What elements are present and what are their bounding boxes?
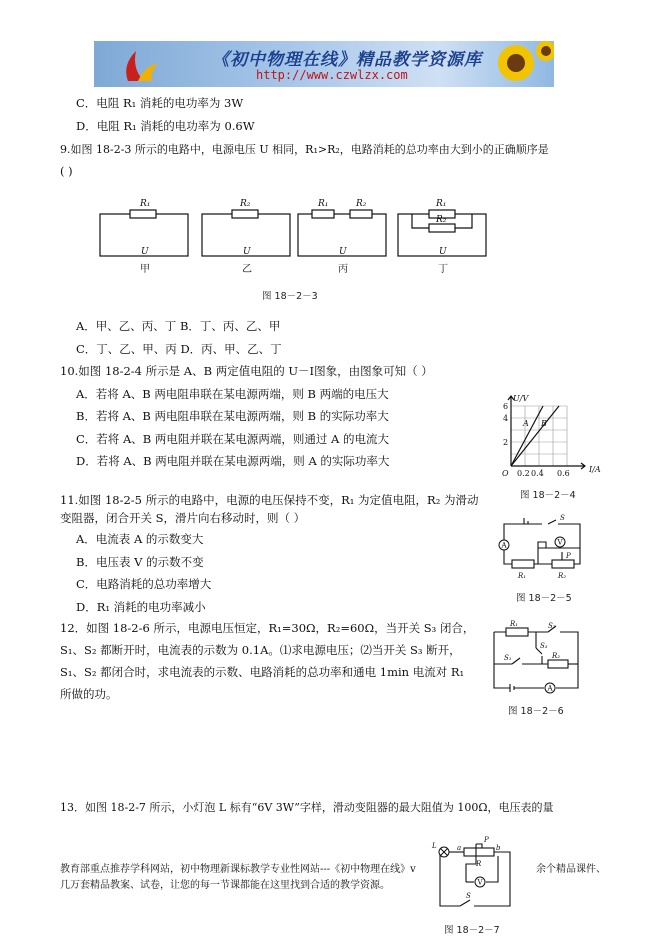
figure-18-2-5	[494, 512, 590, 582]
resistor-r2-yi	[232, 210, 258, 218]
ytick-6: 6	[503, 402, 509, 411]
label-p-fig7: P	[484, 836, 489, 844]
footer-line-1-tail: 余个精品课件、	[536, 864, 606, 875]
question-12-line4: 所做的功。	[60, 687, 118, 701]
sublabel-jia: 甲	[140, 264, 150, 275]
origin-label: O	[502, 469, 509, 478]
footer-line-2: 几万套精品教案、试卷，让您的每一节课都能在这里找到合适的教学资源。	[60, 880, 390, 891]
label-r1-jia: R₁	[140, 199, 151, 209]
label-s3-fig6: S₃	[540, 642, 548, 650]
banner-title: 《初中物理在线》精品教学资源库	[212, 50, 482, 70]
footer-line-1: 教育部重点推荐学科网站，初中物理新课标教学专业性网站---《初中物理在线》v	[60, 864, 416, 875]
line-b	[511, 406, 559, 466]
label-r1-ding: R₁	[436, 199, 447, 209]
figure-18-2-6	[490, 620, 586, 700]
question-12-line2: S₁、S₂ 都断开时，电流表的示数为 0.1A。⑴求电源电压；⑵当开关 S₃ 断开，	[60, 643, 461, 657]
xtick-0.4: 0.4	[531, 469, 544, 478]
banner-url: http://www.czwlzx.com	[256, 68, 408, 82]
question-9-blank: ( )	[60, 164, 73, 178]
sublabel-bing: 丙	[338, 264, 348, 275]
option-a-q10: A．若将 A、B 两电阻串联在某电源两端，则 B 两端的电压大	[76, 387, 389, 401]
label-line-a: A	[523, 419, 529, 428]
caption-18-2-4: 图 18－2－4	[520, 490, 576, 501]
label-u-yi: U	[243, 247, 251, 257]
question-12-line3: S₁、S₂ 都闭合时，求电流表的示数、电路消耗的总功率和通电 1min 电流对 R₁	[60, 665, 465, 679]
logo-icon	[114, 41, 174, 87]
label-r2-fig6: R₂	[552, 652, 561, 660]
question-13: 13．如图 18-2-7 所示，小灯泡 L 标有“6V 3W”字样，滑动变阻器的最大阻值为 100Ω，电压表的量	[60, 801, 554, 814]
label-s2-fig6: S₂	[548, 622, 556, 630]
sunflower-icon	[486, 41, 554, 87]
ammeter-label: A	[501, 541, 507, 550]
label-r2-ding: R₂	[436, 215, 447, 225]
axis-label-u: U/V	[513, 394, 529, 403]
option-c-q8: C．电阻 R₁ 消耗的电功率为 3W	[76, 96, 244, 110]
resistor-r2-ding	[429, 224, 455, 232]
label-r2-yi: R₂	[240, 199, 251, 209]
ammeter-label-fig6: A	[547, 684, 553, 693]
label-l-fig7: L	[432, 842, 437, 850]
resistor-r2-bing	[350, 210, 372, 218]
voltmeter-label-fig7: V	[477, 878, 483, 887]
sublabel-yi: 乙	[242, 264, 252, 275]
resistor-r1-jia	[130, 210, 156, 218]
question-10: 10.如图 18-2-4 所示是 A、B 两定值电阻的 U－I图象，由图象可知（ ）	[60, 364, 433, 378]
label-a-fig7: a	[457, 844, 462, 852]
voltmeter-label: V	[557, 538, 563, 547]
label-u-ding: U	[439, 247, 447, 257]
label-r1-fig5: R₁	[518, 572, 527, 580]
question-11: 11.如图 18-2-5 所示的电路中，电源的电压保持不变，R₁ 为定值电阻，R₂ 为滑动	[60, 493, 479, 507]
option-a-q11: A．电流表 A 的示数变大	[76, 532, 204, 546]
option-b-q11: B．电压表 V 的示数不变	[76, 555, 204, 569]
label-b-fig7: b	[496, 844, 501, 852]
label-r1-fig6: R₁	[510, 620, 519, 628]
option-d-q8: D．电阻 R₁ 消耗的电功率为 0.6W	[76, 119, 255, 133]
label-r-fig7: R	[476, 860, 482, 868]
label-line-b: B	[541, 419, 547, 428]
switch-s-label: S	[560, 514, 565, 522]
sublabel-ding: 丁	[438, 264, 448, 275]
caption-18-2-5: 图 18－2－5	[516, 593, 572, 604]
caption-18-2-7: 图 18－2－7	[444, 925, 500, 936]
figure-18-2-7	[430, 836, 518, 918]
header-banner	[94, 41, 554, 87]
label-r2-bing: R₂	[356, 199, 367, 209]
caption-18-2-6: 图 18－2－6	[508, 706, 564, 717]
xtick-0.6: 0.6	[557, 469, 570, 478]
caption-18-2-3: 图 18－2－3	[262, 291, 318, 302]
question-9: 9.如图 18-2-3 所示的电路中，电源电压 U 相同，R₁>R₂，电路消耗的总功率由大到小的正确顺序是	[60, 143, 549, 156]
question-12: 12．如图 18-2-6 所示，电源电压恒定，R₁=30Ω，R₂=60Ω，当开关 S₃ 闭合，	[60, 621, 475, 635]
ytick-2: 2	[503, 438, 509, 447]
xtick-0.2: 0.2	[517, 469, 530, 478]
option-d-q11: D．R₁ 消耗的电功率减小	[76, 600, 206, 614]
option-b-q10: B．若将 A、B 两电阻串联在某电源两端，则 B 的实际功率大	[76, 409, 389, 423]
options-cd-q9: C．丁、乙、甲、丙 D．丙、甲、乙、丁	[76, 342, 282, 356]
option-c-q10: C．若将 A、B 两电阻并联在某电源两端，则通过 A 的电流大	[76, 432, 389, 446]
option-d-q10: D．若将 A、B 两电阻并联在某电源两端，则 A 的实际功率大	[76, 454, 390, 468]
label-s1-fig6: S₁	[504, 654, 512, 662]
label-r2-fig5: R₂	[558, 572, 567, 580]
ytick-4: 4	[503, 414, 509, 423]
axis-label-i: I/A	[589, 465, 601, 474]
resistor-r1-bing	[312, 210, 334, 218]
label-s-fig7: S	[466, 892, 471, 900]
options-ab-q9: A．甲、乙、丙、丁 B．丁、丙、乙、甲	[76, 319, 281, 333]
label-u-bing: U	[339, 247, 347, 257]
label-p-fig5: P	[566, 552, 571, 560]
question-11-cont: 变阻器，闭合开关 S，滑片向右移动时，则（ ）	[60, 511, 306, 525]
figure-18-2-4	[497, 392, 607, 480]
label-r1-bing: R₁	[318, 199, 329, 209]
label-u-jia: U	[141, 247, 149, 257]
line-a	[511, 406, 543, 466]
option-c-q11: C．电路消耗的总功率增大	[76, 577, 212, 591]
